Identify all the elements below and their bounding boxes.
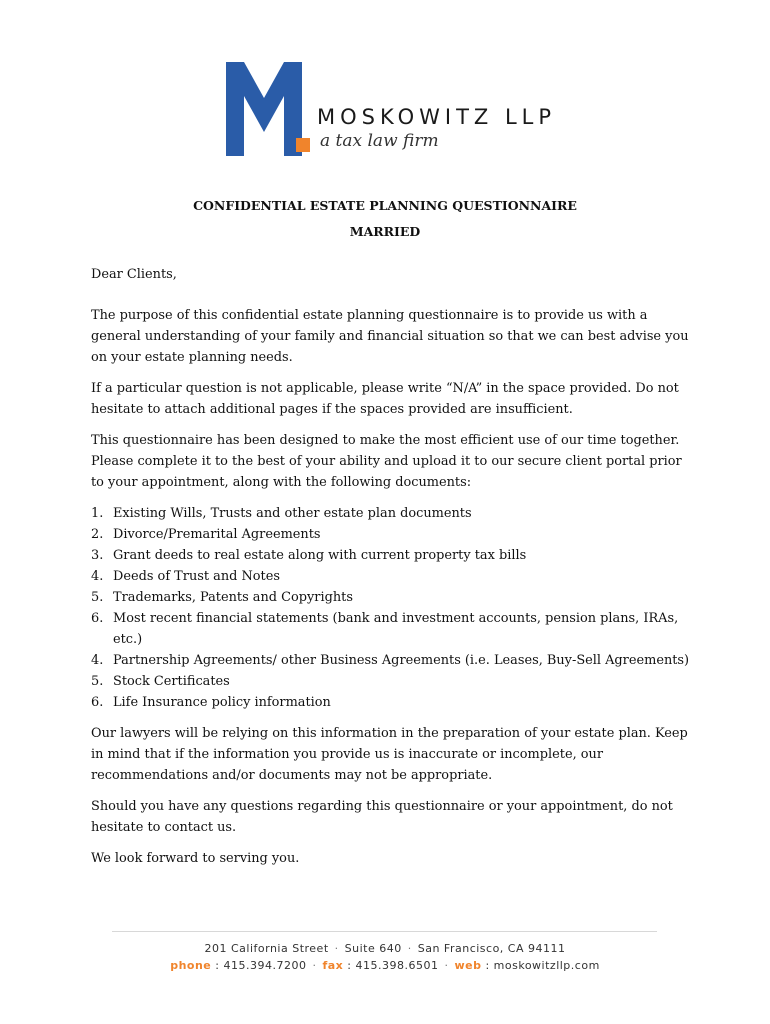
reliance-paragraph: Our lawyers will be relying on this information in the preparation of your estate plan. Keep in mind that if the information you provide us is inaccurate or incomplete, our recommendations and/or documents may not be appropriate. — [91, 726, 688, 783]
list-item-text: Most recent financial statements (bank and investment accounts, pension plans, IRAs, etc.) — [113, 611, 679, 647]
list-item-text: Stock Certificates — [113, 674, 230, 689]
footer-divider — [112, 931, 657, 932]
footer-separator: · — [312, 959, 317, 972]
list-item — [91, 587, 691, 608]
list-item-text: Deeds of Trust and Notes — [113, 569, 280, 584]
list-item — [91, 545, 691, 566]
phone-label: phone — [170, 959, 212, 972]
documents-list — [91, 503, 691, 713]
list-item — [91, 650, 691, 671]
list-item-number: 6. — [91, 611, 104, 626]
logo-firm-name: MOSKOWITZ LLP — [317, 105, 557, 129]
list-item — [91, 608, 691, 650]
list-item-number: 5. — [91, 674, 104, 689]
list-item-text: Life Insurance policy information — [113, 695, 331, 710]
list-item-text: Grant deeds to real estate along with current property tax bills — [113, 548, 527, 563]
list-item — [91, 692, 691, 713]
list-item-number: 6. — [91, 695, 104, 710]
salutation: Dear Clients, — [91, 267, 177, 282]
fax-number: 415.398.6501 — [355, 959, 439, 972]
list-item-text: Existing Wills, Trusts and other estate plan documents — [113, 506, 472, 521]
logo-m-mark — [226, 62, 302, 156]
logo-orange-square — [296, 138, 310, 152]
list-item-number: 1. — [91, 506, 104, 521]
list-item-number: 2. — [91, 527, 104, 542]
letter-body — [91, 264, 691, 869]
document-title: CONFIDENTIAL ESTATE PLANNING QUESTIONNAIRE — [193, 198, 577, 213]
list-item — [91, 671, 691, 692]
na-instructions-paragraph: If a particular question is not applicable, please write “N/A” in the space provided. Do not hesitate to attach additional pages if the spaces provided are insufficient. — [91, 381, 679, 417]
purpose-paragraph: The purpose of this confidential estate planning questionnaire is to provide us with a general understanding of your family and financial situation so that we can best advise you on your estate planning needs. — [91, 308, 689, 365]
footer-separator: · — [407, 942, 412, 955]
upload-instructions-paragraph: This questionnaire has been designed to make the most efficient use of our time together. Please complete it to the best of your ability and upload it to our secure client portal prior to your appointment, along with the following documents: — [91, 433, 682, 490]
phone-number: 415.394.7200 — [223, 959, 307, 972]
footer-street: 201 California Street — [204, 942, 329, 955]
list-item-number: 3. — [91, 548, 104, 563]
list-item-number: 5. — [91, 590, 104, 605]
fax-label: fax — [322, 959, 344, 972]
footer-city: San Francisco, CA 94111 — [417, 942, 566, 955]
closing-line: We look forward to serving you. — [91, 851, 300, 866]
list-item-text: Partnership Agreements/ other Business Agreements (i.e. Leases, Buy-Sell Agreements) — [113, 653, 690, 668]
document-subtitle: MARRIED — [349, 224, 421, 239]
footer-suite: Suite 640 — [344, 942, 402, 955]
firm-logo — [226, 62, 586, 158]
web-label: web — [454, 959, 482, 972]
list-item — [91, 524, 691, 545]
list-item-number: 4. — [91, 569, 104, 584]
logo-tagline: a tax law firm — [320, 131, 439, 151]
list-item — [91, 503, 691, 524]
list-item-number: 4. — [91, 653, 104, 668]
website-link[interactable]: moskowitzllp.com — [493, 959, 600, 972]
contact-paragraph: Should you have any questions regarding this questionnaire or your appointment, do not hesitate to contact us. — [91, 799, 673, 835]
footer-contact: phone : 415.394.7200 · fax : 415.398.6501 · web : moskowitzllp.com — [170, 959, 600, 972]
footer-address — [0, 942, 770, 955]
list-item-text: Divorce/Premarital Agreements — [113, 527, 321, 542]
footer-separator: · — [334, 942, 339, 955]
footer-separator: · — [444, 959, 449, 972]
list-item — [91, 566, 691, 587]
list-item-text: Trademarks, Patents and Copyrights — [113, 590, 353, 605]
